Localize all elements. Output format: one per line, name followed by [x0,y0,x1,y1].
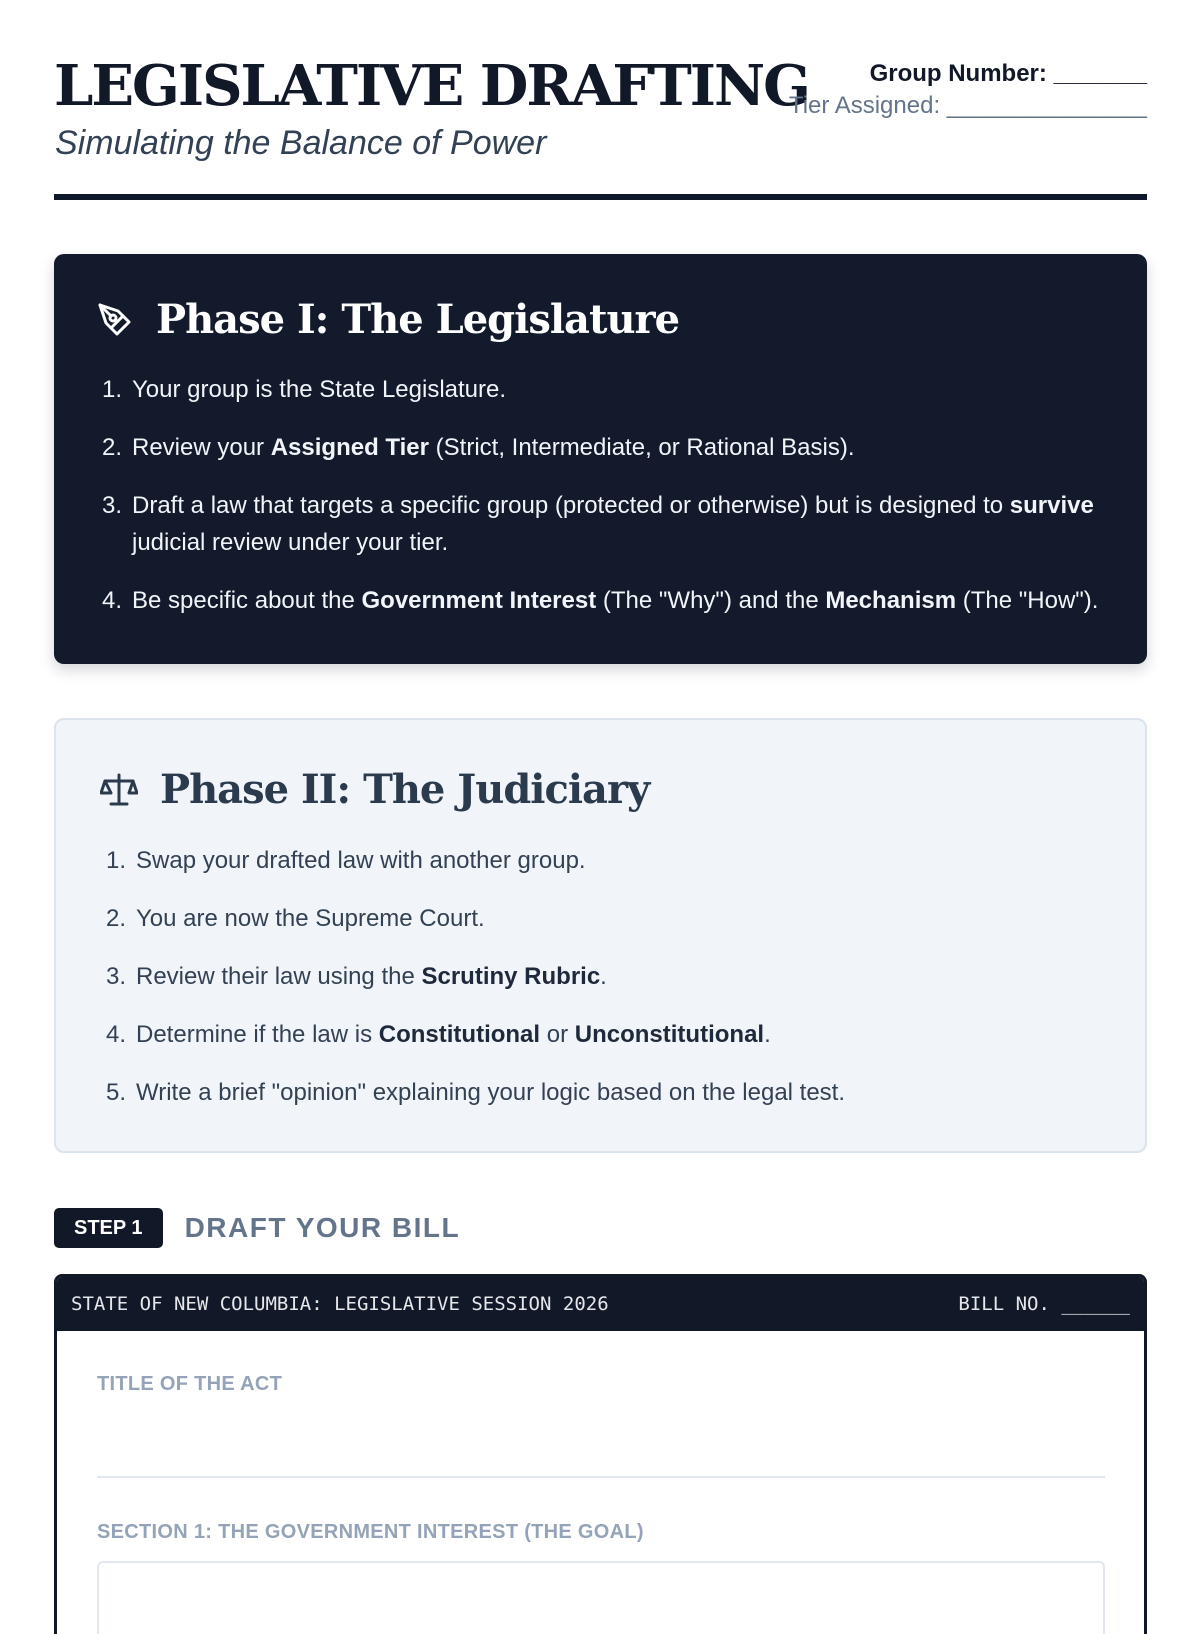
phase-two-card [54,718,1147,1153]
step-number: 3. [106,963,127,990]
phase-two-heading [100,766,649,813]
step-number: 4. [106,1021,127,1048]
step-number: 1. [102,376,123,403]
step-text-part: (Strict, Intermediate, or Rational Basis). [429,434,855,461]
step-text [102,487,1112,561]
list-item [106,900,1106,937]
phase-one-title: Phase I: The Legislature [156,296,680,343]
list-item [102,429,1112,466]
step-text-part: judicial review under your tier. [132,529,449,556]
group-number-field[interactable]: Group Number: _______ [869,60,1147,87]
step-text [102,582,1112,619]
list-item [106,1074,1106,1111]
step-text-part: . [764,1021,771,1048]
step-text-part: Review their law using the [136,963,422,990]
emphasis-text: Scrutiny Rubric [421,963,601,990]
step-text [106,900,1106,937]
pen-nib-icon [96,301,134,339]
step-number: 2. [102,434,123,461]
header-divider [54,194,1147,200]
phase-two-title: Phase II: The Judiciary [160,766,650,813]
emphasis-text: Unconstitutional [574,1021,765,1048]
bill-form [54,1274,1147,1634]
step-text [106,1016,1106,1053]
tier-assigned-field[interactable]: Tier Assigned: _______________ [788,92,1147,119]
step-number: 2. [106,905,127,932]
scale-balance-icon [100,771,138,809]
page-title: LEGISLATIVE DRAFTING [54,53,809,119]
list-item [106,958,1106,995]
section-one-label: SECTION 1: THE GOVERNMENT INTEREST (THE GOAL) [97,1521,644,1543]
step-number: 1. [106,847,127,874]
step-one-heading [54,1208,460,1248]
group-meta [789,58,1147,122]
step-text-part: Swap your drafted law with another group. [136,847,586,874]
step-text-part: Write a brief "opinion" explaining your logic based on the legal test. [136,1079,846,1106]
step-text-part: or [540,1021,575,1048]
step-number: 4. [102,587,123,614]
step-badge: STEP 1 [54,1208,163,1248]
step-text [106,842,1106,879]
step-text-part: Be specific about the [132,587,362,614]
bill-header-bar [57,1277,1144,1331]
list-item [106,1016,1106,1053]
emphasis-text: Mechanism [825,587,957,614]
step-number: 3. [102,492,123,519]
step-text [106,958,1106,995]
phase-two-steps [106,842,1106,1132]
step-text-part: (The "How"). [956,587,1099,614]
list-item [102,582,1112,619]
worksheet-header [54,52,1147,202]
title-of-act-label: TITLE OF THE ACT [97,1373,283,1395]
step-text-part: Determine if the law is [136,1021,379,1048]
step-label: DRAFT YOUR BILL [184,1212,461,1243]
step-text-part: . [600,963,607,990]
bill-session-label: STATE OF NEW COLUMBIA: LEGISLATIVE SESSION 2026 [71,1293,609,1315]
emphasis-text: survive [1009,492,1094,519]
step-text-part: (The "Why") and the [596,587,826,614]
list-item [102,371,1112,408]
list-item [106,842,1106,879]
title-of-act-input[interactable] [97,1476,1105,1478]
step-text [106,1074,1106,1111]
page-subtitle: Simulating the Balance of Power [55,124,547,162]
phase-one-card [54,254,1147,664]
step-text-part: You are now the Supreme Court. [136,905,485,932]
step-text [102,429,1112,466]
emphasis-text: Constitutional [378,1021,541,1048]
bill-number-field[interactable]: BILL NO. ______ [958,1293,1130,1315]
section-one-textarea[interactable] [97,1561,1105,1634]
step-text [102,371,1112,408]
phase-one-steps [102,371,1112,640]
step-text-part: Your group is the State Legislature. [132,376,507,403]
emphasis-text: Assigned Tier [270,434,429,461]
phase-one-heading [96,296,679,343]
step-text-part: Review your [132,434,271,461]
emphasis-text: Government Interest [361,587,597,614]
step-number: 5. [106,1079,127,1106]
step-text-part: Draft a law that targets a specific group (protected or otherwise) but is designed to [132,492,1010,519]
list-item [102,487,1112,561]
